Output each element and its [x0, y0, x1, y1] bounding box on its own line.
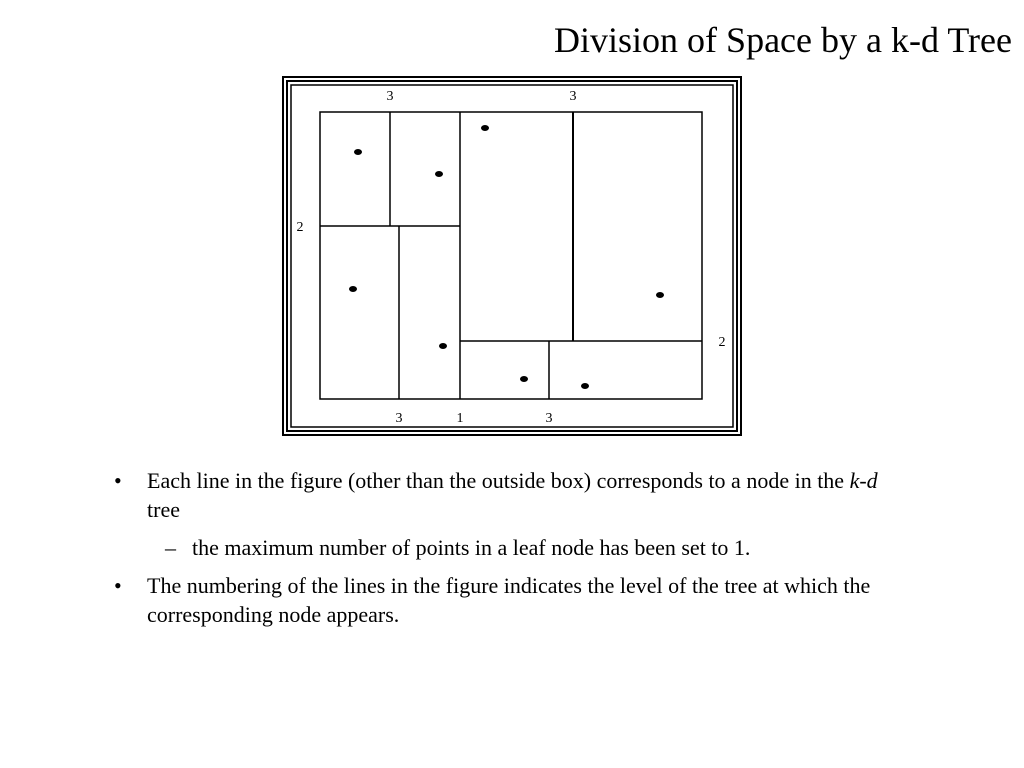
bullet-item — [110, 571, 910, 629]
bullet-marker: • — [114, 468, 122, 493]
label-bottom-left: 3 — [395, 411, 403, 426]
middle-frame — [287, 81, 737, 431]
data-point — [439, 343, 447, 349]
sub-bullet-marker: – — [165, 535, 176, 560]
bullet-item — [110, 466, 910, 524]
bullet-text: Each line in the figure (other than the outside box) corresponds to a node in the — [147, 468, 850, 493]
bullet-text-end: tree — [147, 497, 180, 522]
data-point — [435, 171, 443, 177]
label-top-right: 3 — [569, 89, 577, 104]
bullet-text: The numbering of the lines in the figure indicates the level of the tree at which the corresponding node appears. — [147, 573, 871, 627]
data-point — [354, 149, 362, 155]
slide-title: Division of Space by a k-d Tree — [554, 20, 1012, 60]
data-point — [481, 125, 489, 131]
bullet-term: k-d — [849, 468, 878, 493]
label-bottom-center: 1 — [456, 411, 464, 426]
label-bottom-right: 3 — [545, 411, 553, 426]
space-boundary-box — [320, 112, 702, 399]
label-top-left: 3 — [386, 89, 394, 104]
inner-frame — [291, 85, 733, 427]
label-right: 2 — [718, 335, 726, 350]
bullet-marker: • — [114, 573, 122, 598]
data-point — [349, 286, 357, 292]
sub-bullet-text: the maximum number of points in a leaf node has been set to 1. — [192, 535, 751, 560]
sub-bullet-item — [110, 533, 910, 562]
data-point — [656, 292, 664, 298]
data-point — [581, 383, 589, 389]
label-left: 2 — [296, 220, 304, 235]
data-point — [520, 376, 528, 382]
bullet-list — [110, 466, 910, 638]
kd-tree-diagram — [282, 76, 742, 436]
outer-frame — [283, 77, 741, 435]
kd-tree-figure — [282, 76, 742, 436]
